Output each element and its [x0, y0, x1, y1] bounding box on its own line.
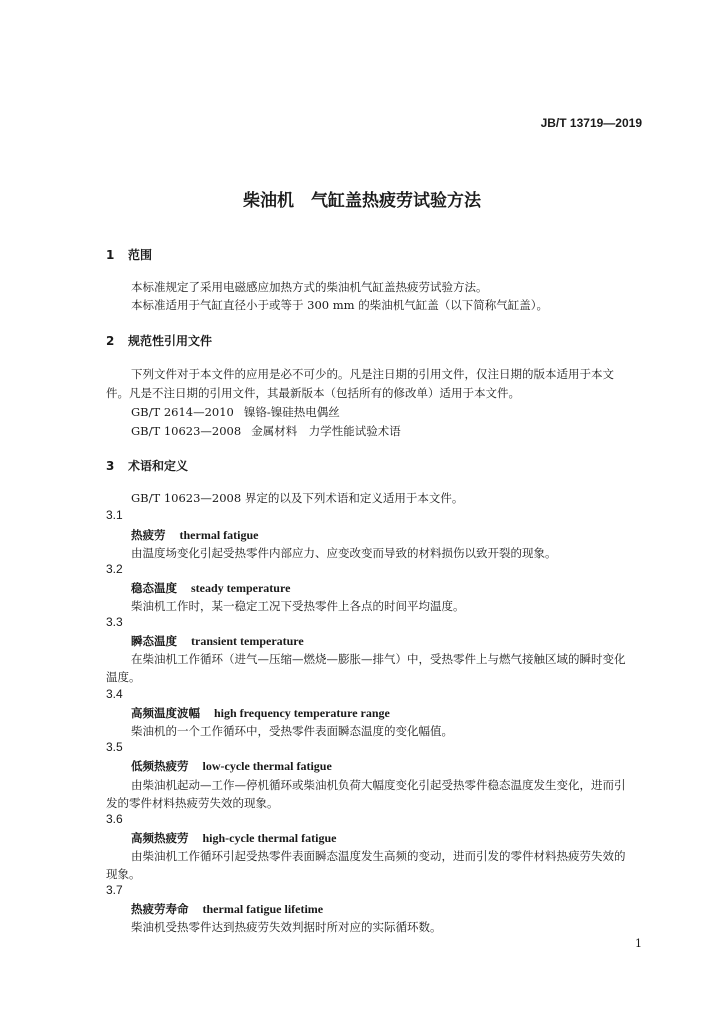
term-number: 3.4 — [106, 687, 123, 701]
paragraph: GB/T 10623—2008 界定的以及下列术语和定义适用于本文件。 — [131, 491, 464, 505]
term-definition: 由柴油机起动—工作—停机循环或柴油机负荷大幅度变化引起受热零件稳态温度发生变化，进而引 — [131, 778, 626, 792]
term-zh: 高频温度波幅 — [131, 706, 200, 720]
term-definition-continued: 现象。 — [106, 867, 141, 881]
term-definition: 由温度场变化引起受热零件内部应力、应变改变而导致的材料损伤以致开裂的现象。 — [131, 546, 557, 560]
normative-reference — [131, 423, 401, 439]
term-en: transient temperature — [191, 634, 304, 648]
term-heading — [131, 633, 304, 649]
section-number: 2 — [106, 334, 115, 348]
term-definition: 在柴油机工作循环（进气—压缩—燃烧—膨胀—排气）中，受热零件上与燃气接触区域的瞬时变化 — [131, 652, 626, 666]
term-number: 3.1 — [106, 508, 123, 522]
term-heading — [131, 901, 323, 917]
term-definition-continued: 温度。 — [106, 670, 141, 684]
page-number: 1 — [635, 937, 642, 950]
term-definition: 由柴油机工作循环引起受热零件表面瞬态温度发生高频的变动，进而引发的零件材料热疲劳失效的 — [131, 849, 626, 863]
term-zh: 低频热疲劳 — [131, 759, 189, 773]
term-number: 3.6 — [106, 812, 123, 826]
term-en: thermal fatigue — [179, 528, 259, 542]
paragraph: 本标准适用于气缸直径小于或等于 300 mm 的柴油机气缸盖（以下简称气缸盖）。 — [131, 298, 548, 312]
term-definition: 柴油机的一个工作循环中，受热零件表面瞬态温度的变化幅值。 — [131, 724, 453, 738]
section-3-heading — [106, 457, 188, 474]
term-en: high-cycle thermal fatigue — [202, 831, 337, 845]
section-title: 范围 — [128, 248, 153, 262]
reference-code: GB/T 2614—2010 — [131, 405, 234, 419]
paragraph: 件。凡是不注日期的引用文件，其最新版本（包括所有的修改单）适用于本文件。 — [106, 386, 520, 400]
section-title: 术语和定义 — [128, 459, 189, 473]
section-number: 3 — [106, 459, 115, 473]
term-zh: 热疲劳 — [131, 528, 166, 542]
paragraph: 本标准规定了采用电磁感应加热方式的柴油机气缸盖热疲劳试验方法。 — [131, 280, 488, 294]
paragraph: 下列文件对于本文件的应用是必不可少的。凡是注日期的引用文件，仅注日期的版本适用于本文 — [131, 367, 614, 381]
term-zh: 高频热疲劳 — [131, 831, 189, 845]
term-zh: 瞬态温度 — [131, 634, 177, 648]
term-number: 3.5 — [106, 740, 123, 754]
normative-reference — [131, 404, 340, 420]
term-definition-continued: 发的零件材料热疲劳失效的现象。 — [106, 796, 279, 810]
section-2-heading — [106, 332, 212, 349]
term-en: thermal fatigue lifetime — [202, 902, 324, 916]
term-number: 3.2 — [106, 562, 123, 576]
term-heading — [131, 758, 332, 774]
term-number: 3.7 — [106, 883, 123, 897]
term-heading — [131, 830, 336, 846]
term-number: 3.3 — [106, 615, 123, 629]
term-heading — [131, 580, 290, 596]
section-1-heading — [106, 246, 152, 263]
term-en: low-cycle thermal fatigue — [202, 759, 332, 773]
section-number: 1 — [106, 248, 115, 262]
reference-title: 金属材料 力学性能试验术语 — [251, 424, 401, 438]
term-definition: 柴油机受热零件达到热疲劳失效判据时所对应的实际循环数。 — [131, 920, 442, 934]
reference-title: 镍铬-镍硅热电偶丝 — [243, 405, 340, 419]
term-definition: 柴油机工作时，某一稳定工况下受热零件上各点的时间平均温度。 — [131, 599, 465, 613]
term-en: steady temperature — [191, 581, 291, 595]
document-title: 柴油机 气缸盖热疲劳试验方法 — [243, 191, 481, 211]
term-heading — [131, 705, 390, 721]
document-number: JB/T 13719—2019 — [540, 116, 642, 130]
reference-code: GB/T 10623—2008 — [131, 424, 242, 438]
term-en: high frequency temperature range — [214, 706, 390, 720]
term-heading — [131, 527, 258, 543]
section-title: 规范性引用文件 — [128, 334, 213, 348]
term-zh: 热疲劳寿命 — [131, 902, 189, 916]
term-zh: 稳态温度 — [131, 581, 177, 595]
